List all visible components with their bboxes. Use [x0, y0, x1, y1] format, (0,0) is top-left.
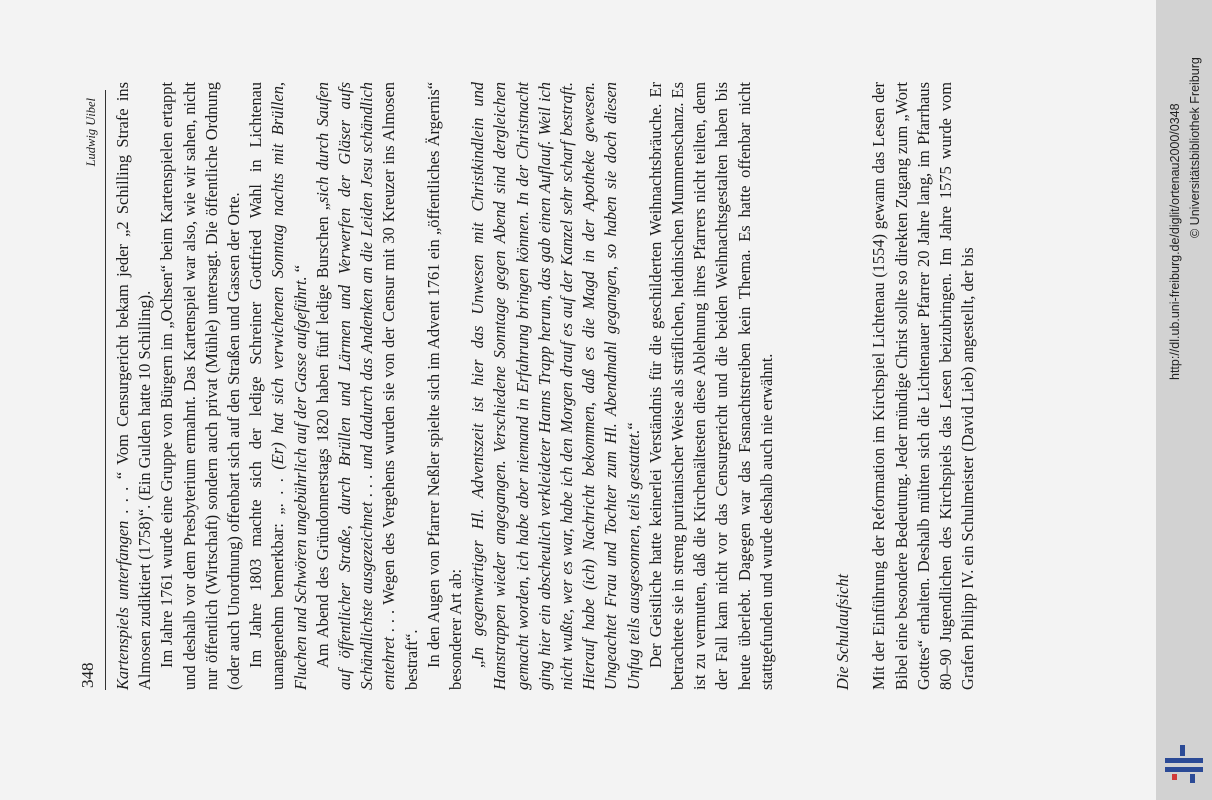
- ub-freiburg-logo-icon[interactable]: [1162, 742, 1206, 786]
- page-number: 348: [78, 662, 97, 688]
- p1-italic: Kartenspiels unterfangen . . .: [113, 486, 132, 690]
- source-url[interactable]: http://dl.ub.uni-freiburg.de/diglit/ortenau2000/0348: [1168, 103, 1182, 380]
- body-text: [112, 82, 979, 690]
- page-content: [76, 81, 1192, 690]
- p3-start: Im Jahre 1803 machte sich der ledige Schreiner Gottfried Wahl in Lichtenau unangenehm bemerkbar: „. . .: [246, 82, 288, 690]
- quote-open: „: [468, 660, 488, 668]
- viewer-sidebar: [1156, 0, 1212, 800]
- paragraph-3: [245, 82, 312, 690]
- paragraph-5: In den Augen von Pfarrer Neßler spielte sich im Advent 1761 ein „öffentliches Ärgernis“ besonderer Art ab:: [423, 82, 466, 690]
- p4-italic: sich durch Saufen auf öffentlicher Straße, durch Brüllen und Lärmen und Verwerfen der Gläser aufs Schändlichste ausgezeichnet . . . und dadurch das Andenken an die Leiden Jesu schändlich entehret . . .: [312, 82, 399, 690]
- paragraph-2: Im Jahre 1761 wurde eine Gruppe von Bürgern im „Ochsen“ beim Kartenspielen ertappt und deshalb vor dem Presbyterium ermahnt. Das Kartenspiel war also, wie wir sahen, nicht nur öffentlich (Wirtschaft) sondern auch privat (Mühle) untersagt. Die öffentliche Ordnung (oder auch Unordnung) offenbart sich auf den Straßen und Gassen der Orte.: [157, 82, 244, 690]
- running-head: Ludwig Uibel: [84, 98, 98, 167]
- logo-bar-long: [1165, 758, 1203, 763]
- p3-end: “: [290, 264, 310, 277]
- p3-italic: (Er) hat sich verwichenen Sonntag nachts mit Brüllen, Fluchen und Schwören ungebührlich auf der Gasse aufgeführt.: [268, 81, 310, 690]
- logo-bar-long-2: [1165, 767, 1203, 772]
- paragraph-4: [312, 82, 423, 690]
- p4-end: Wegen des Vergehens wurden sie von der Censur mit 30 Kreuzer ins Almosen bestraft“.: [379, 82, 421, 690]
- paragraph-6: Der Geistliche hatte keinerlei Verständnis für die geschilderten Weihnachtsbräuche. Er betrachtete sie in streng puritanischer Weise als sträflichen, heidnischen Mummenschanz. Es ist zu vermuten, daß die Kirchenältesten diese Ablehnung ihres Pfarrers nicht teilten, denn der Fall kam nicht vor das Censurgericht und die beiden Weihnachtsgestalten haben bis heute überlebt. Dagegen war das Fasnachtstreiben kein Thema. Es hatte offenbar nicht stattgefunden und wurde deshalb auch nie erwähnt.: [645, 82, 776, 690]
- paragraph-7: Mit der Einführung der Reformation im Kirchspiel Lichtenau (1554) gewann das Lesen der Bibel eine besondere Bedeutung. Jeder mündige Christ sollte so direkten Zugang zum „Wort Gottes“ erhalten. Deshalb mühten sich die Lichtenauer Pfarrer 20 Jahre lang, im Pfarrhaus 80–90 Jugendlichen des Kirchspiels das Lesen beizubringen. Im Jahre 1575 wurde vom Grafen Philipp IV. ein Schulmeister (David Lieb) angestellt, der bis: [869, 82, 978, 690]
- p1-rest: “ Vom Censurgericht bekam jeder „2 Schilling Strafe ins Almosen zudiktiert (1758)“. (Ein Gulden hatte 10 Schilling).: [113, 82, 155, 690]
- page-header: [76, 90, 106, 690]
- quote-paragraph: [467, 82, 645, 690]
- p4-start: Am Abend des Gründonnerstags 1820 haben fünf ledige Burschen „: [312, 202, 332, 668]
- logo-bar-short: [1180, 745, 1185, 756]
- quote-italic: In gegenwärtiger Hl. Adventszeit ist hier das Unwesen mit Christkindlein und Hanstrappen wieder angegangen. Verschiedene Sonntage gegen Abend sind dergleichen gemacht worden, ich habe aber niemand in Erfahrung bringen können. In der Christnacht ging hier ein abscheulich verkleideter Hanns Trapp herum, das gab einen Auflauf. Weil ich nicht wußte, wer es war, habe ich den Morgen drauf es auf der Kanzel sehr scharf bestraft. Hierauf habe (ich) Nachricht bekommen, daß es die Magd in der Apotheke gewesen. Ungeachtet Frau und Tochter zum Hl. Abendmahl gegangen, so haben sie doch diesen Unfug teils ausgesonnen, teils gestattet.: [468, 82, 643, 690]
- paragraph-1: [112, 82, 156, 690]
- section-heading: Die Schulaufsicht: [833, 573, 853, 690]
- logo-accent: [1172, 774, 1177, 780]
- section-gap: [778, 82, 832, 690]
- copyright-notice: © Universitätsbibliothek Freiburg: [1188, 57, 1202, 238]
- logo-bar-short-2: [1190, 774, 1195, 783]
- quote-close: “: [623, 422, 643, 430]
